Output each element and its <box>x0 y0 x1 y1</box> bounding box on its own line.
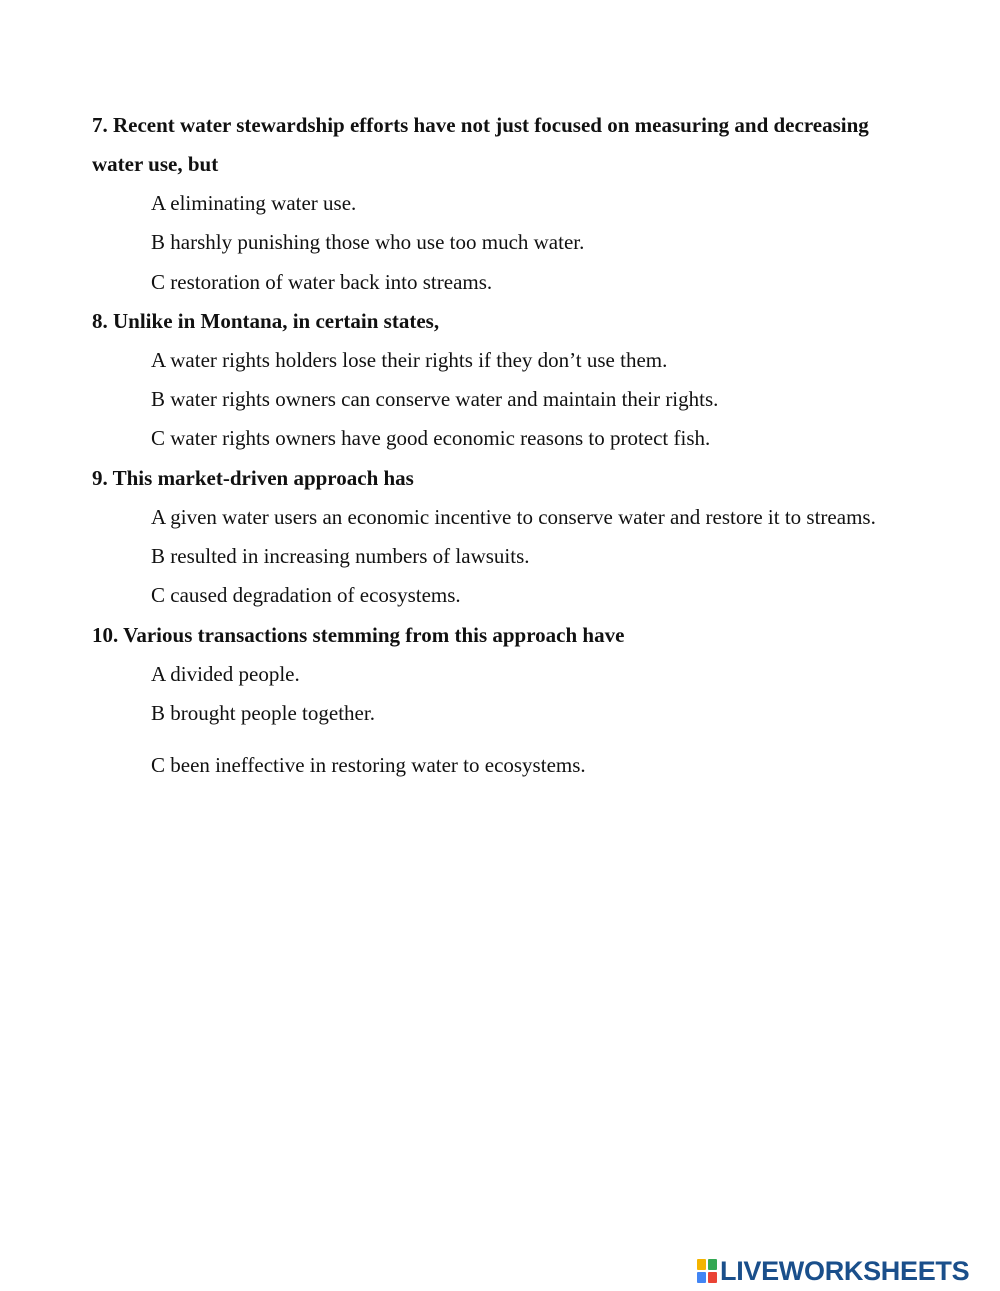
question-10 <box>92 616 892 786</box>
question-8 <box>92 302 892 459</box>
question-9 <box>92 459 892 616</box>
answer-option-c[interactable]: C water rights owners have good economic reasons to protect fish. <box>151 426 711 451</box>
logo-block <box>697 1272 706 1283</box>
answer-option-b[interactable]: B brought people together. <box>151 700 375 725</box>
question-7 <box>92 106 892 302</box>
answer-option-a[interactable]: A water rights holders lose their rights if they don’t use them. <box>151 347 668 372</box>
logo-block <box>708 1272 717 1283</box>
answer-option-b[interactable]: B resulted in increasing numbers of lawsuits. <box>151 544 530 569</box>
answer-option-c[interactable]: C caused degradation of ecosystems. <box>151 583 461 608</box>
answer-option-c[interactable]: C been ineffective in restoring water to ecosystems. <box>151 753 586 778</box>
worksheet-content <box>92 106 892 786</box>
answer-option-b[interactable]: B harshly punishing those who use too much water. <box>151 230 585 255</box>
logo-block <box>697 1259 706 1270</box>
question-prompt: 9. This market-driven approach has <box>92 465 414 490</box>
answer-option-b[interactable]: B water rights owners can conserve water and maintain their rights. <box>151 387 719 412</box>
answer-option-c[interactable]: C restoration of water back into streams. <box>151 269 493 294</box>
answer-option-a[interactable]: A eliminating water use. <box>151 191 357 215</box>
answer-option-a[interactable]: A given water users an economic incentive to conserve water and restore it to streams. <box>151 504 876 529</box>
logo-text: LIVEWORKSHEETS <box>720 1255 970 1286</box>
question-prompt: 8. Unlike in Montana, in certain states, <box>92 308 440 333</box>
liveworksheets-logo <box>697 1256 969 1286</box>
question-prompt: 10. Various transactions stemming from this approach have <box>92 622 625 647</box>
question-prompt: 7. Recent water stewardship efforts have not just focused on measuring and decreasing water use, but <box>92 113 869 176</box>
logo-block <box>708 1259 717 1270</box>
logo-blocks-icon <box>697 1259 717 1283</box>
answer-option-a[interactable]: A divided people. <box>151 661 300 686</box>
